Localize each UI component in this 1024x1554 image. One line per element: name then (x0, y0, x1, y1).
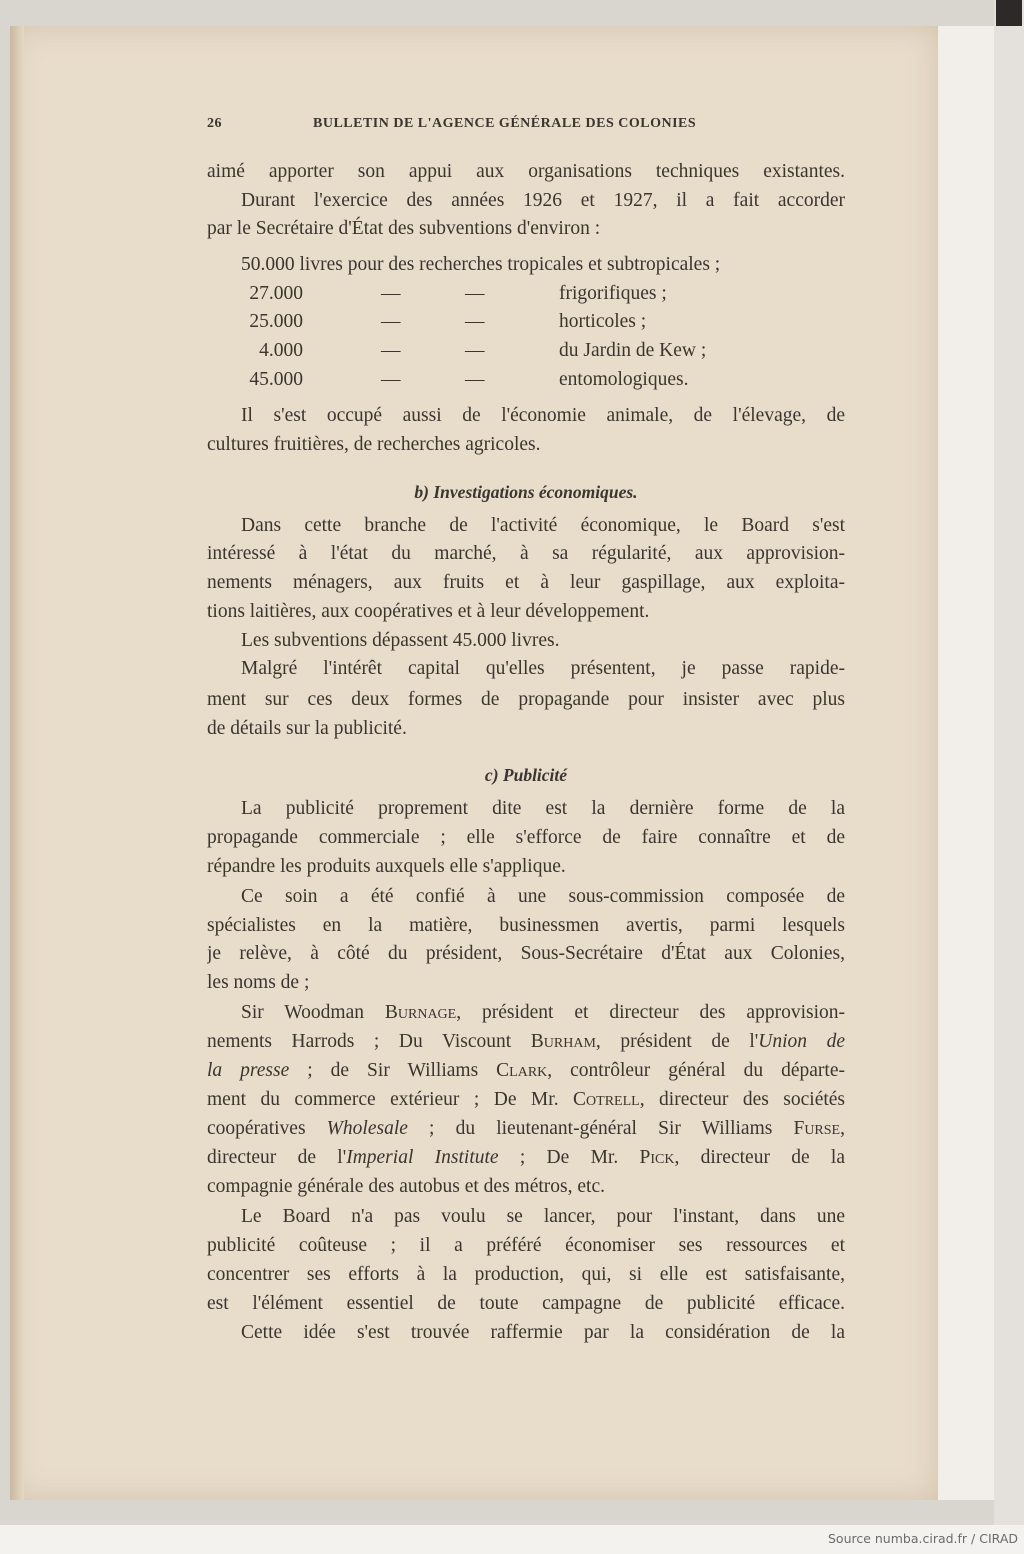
text-line (207, 217, 845, 241)
text-line (207, 404, 845, 428)
text-segment: directeur de l' (207, 1147, 347, 1168)
text-segment: Cette idée s'est trouvée raffermie par la considération de la (241, 1322, 845, 1343)
text-line (207, 160, 845, 184)
text-segment: les noms de ; (207, 972, 310, 993)
text-segment: spécialistes en la matière, businessmen avertis, parmi lesquels (207, 915, 845, 936)
text-line (207, 189, 845, 213)
text-line (207, 1030, 845, 1054)
grant-label: horticoles ; (559, 311, 647, 332)
text-line (207, 855, 845, 879)
italic-text: Wholesale (326, 1118, 408, 1139)
grant-row (241, 283, 845, 307)
text-segment: coopératives (207, 1118, 327, 1139)
text-line (207, 914, 845, 938)
text-segment: propagande commerciale ; elle s'efforce de faire connaître et de (207, 827, 845, 848)
text-segment: La publicité proprement dite est la dernière forme de la (241, 798, 845, 819)
text-line (207, 1292, 845, 1316)
book-cover-edge (996, 0, 1022, 26)
grant-amount: 45.000 (249, 369, 303, 390)
text-segment: ; de Sir Williams (289, 1060, 497, 1081)
text-line (207, 657, 845, 681)
text-line (207, 1117, 845, 1141)
text-line (207, 797, 845, 821)
text-segment: , président de l' (595, 1031, 759, 1052)
grant-amount: 4.000 (259, 340, 303, 361)
person-name: Burham (530, 1031, 596, 1052)
text-line (207, 1321, 845, 1345)
source-credit: Source numba.cirad.fr / CIRAD (827, 1531, 1018, 1546)
text-segment: intéressé à l'état du marché, à sa régularité, aux approvision- (207, 543, 845, 564)
text-segment: aimé apporter son appui aux organisations techniques existantes. (207, 161, 845, 182)
ditto-mark: — (465, 283, 485, 304)
text-segment: tions laitières, aux coopératives et à leur développement. (207, 601, 650, 622)
grant-row (241, 369, 845, 393)
text-line (207, 1001, 845, 1025)
text-line (207, 542, 845, 566)
text-segment: de détails sur la publicité. (207, 718, 407, 739)
text-segment: Dans cette branche de l'activité économique, le Board s'est (241, 515, 845, 536)
text-segment: , directeur des sociétés (639, 1089, 845, 1110)
person-name: Cotrell (573, 1089, 640, 1110)
text-line (207, 433, 845, 457)
heading-publicite: c) Publicité (484, 765, 568, 785)
grant-row (241, 311, 845, 335)
text-line (207, 1205, 845, 1229)
grant-row-text: 50.000 livres pour des recherches tropicales et subtropicales ; (241, 254, 721, 275)
text-line (207, 514, 845, 538)
ditto-mark: — (381, 311, 401, 332)
ditto-mark: — (381, 369, 401, 390)
italic-text: Imperial Institute (346, 1147, 499, 1168)
grant-label: frigorifiques ; (559, 283, 667, 304)
text-segment: concentrer ses efforts à la production, qui, si elle est satisfaisante, (207, 1264, 845, 1285)
text-segment: compagnie générale des autobus et des métros, etc. (207, 1176, 605, 1197)
text-segment: ment du commerce extérieur ; De Mr. (207, 1089, 574, 1110)
text-segment: je relève, à côté du président, Sous-Secrétaire d'État aux Colonies, (207, 943, 845, 964)
text-segment: , directeur de la (674, 1147, 845, 1168)
text-segment: par le Secrétaire d'État des subventions d'environ : (207, 218, 601, 239)
text-segment: ; du lieutenant-général Sir Williams (407, 1118, 794, 1139)
text-line (207, 629, 845, 653)
text-line (207, 1088, 845, 1112)
text-line (207, 1059, 845, 1083)
text-line (207, 688, 845, 712)
text-line (207, 826, 845, 850)
text-segment: nements Harrods ; Du Viscount (207, 1031, 531, 1052)
grant-row (241, 340, 845, 364)
person-name: Burnage (384, 1002, 457, 1023)
person-name: Clark (496, 1060, 548, 1081)
text-line (207, 717, 845, 741)
text-segment: , (840, 1118, 845, 1139)
italic-text: Union de (758, 1031, 845, 1052)
page-number: 26 (207, 116, 222, 131)
text-line (207, 600, 845, 624)
text-line (207, 971, 845, 995)
text-segment: cultures fruitières, de recherches agricoles. (207, 434, 541, 455)
text-line (207, 1263, 845, 1287)
ditto-mark: — (465, 369, 485, 390)
ditto-mark: — (381, 340, 401, 361)
text-line (207, 571, 845, 595)
italic-text: la presse (207, 1060, 290, 1081)
grant-label: entomologiques. (559, 369, 689, 390)
ditto-mark: — (465, 340, 485, 361)
book-binding (994, 0, 1024, 1525)
text-segment: Il s'est occupé aussi de l'économie animale, de l'élevage, de (241, 405, 845, 426)
text-segment: Malgré l'intérêt capital qu'elles présentent, je passe rapide- (241, 658, 845, 679)
text-line (207, 1175, 845, 1199)
text-segment: Ce soin a été confié à une sous-commission composée de (241, 886, 845, 907)
heading-investigations: b) Investigations économiques. (414, 482, 638, 502)
grant-amount: 27.000 (249, 283, 303, 304)
page-edge (936, 26, 994, 1500)
ditto-mark: — (465, 311, 485, 332)
text-segment: , président et directeur des approvision- (456, 1002, 845, 1023)
grant-amount: 25.000 (249, 311, 303, 332)
text-segment: est l'élément essentiel de toute campagne de publicité efficace. (207, 1293, 845, 1314)
grant-label: du Jardin de Kew ; (559, 340, 707, 361)
person-name: Furse (793, 1118, 841, 1139)
text-line (207, 1146, 845, 1170)
text-segment: répandre les produits auxquels elle s'applique. (207, 856, 566, 877)
text-segment: Le Board n'a pas voulu se lancer, pour l'instant, dans une (241, 1206, 845, 1227)
ditto-mark: — (381, 283, 401, 304)
text-segment: , contrôleur général du départe- (547, 1060, 845, 1081)
text-segment: Les subventions dépassent 45.000 livres. (241, 630, 560, 651)
text-segment: ment sur ces deux formes de propagande pour insister avec plus (207, 689, 845, 710)
page-fold (10, 26, 24, 1500)
running-title: BULLETIN DE L'AGENCE GÉNÉRALE DES COLONIES (313, 116, 697, 131)
text-line (207, 1234, 845, 1258)
text-segment: nements ménagers, aux fruits et à leur gaspillage, aux exploita- (207, 572, 845, 593)
person-name: Pick (639, 1147, 675, 1168)
grant-row-first (241, 254, 845, 278)
text-line (207, 885, 845, 909)
text-segment: ; De Mr. (498, 1147, 640, 1168)
text-segment: Sir Woodman (241, 1002, 385, 1023)
text-segment: publicité coûteuse ; il a préféré économiser ses ressources et (207, 1235, 845, 1256)
text-segment: Durant l'exercice des années 1926 et 1927, il a fait accorder (241, 190, 845, 211)
text-line (207, 942, 845, 966)
